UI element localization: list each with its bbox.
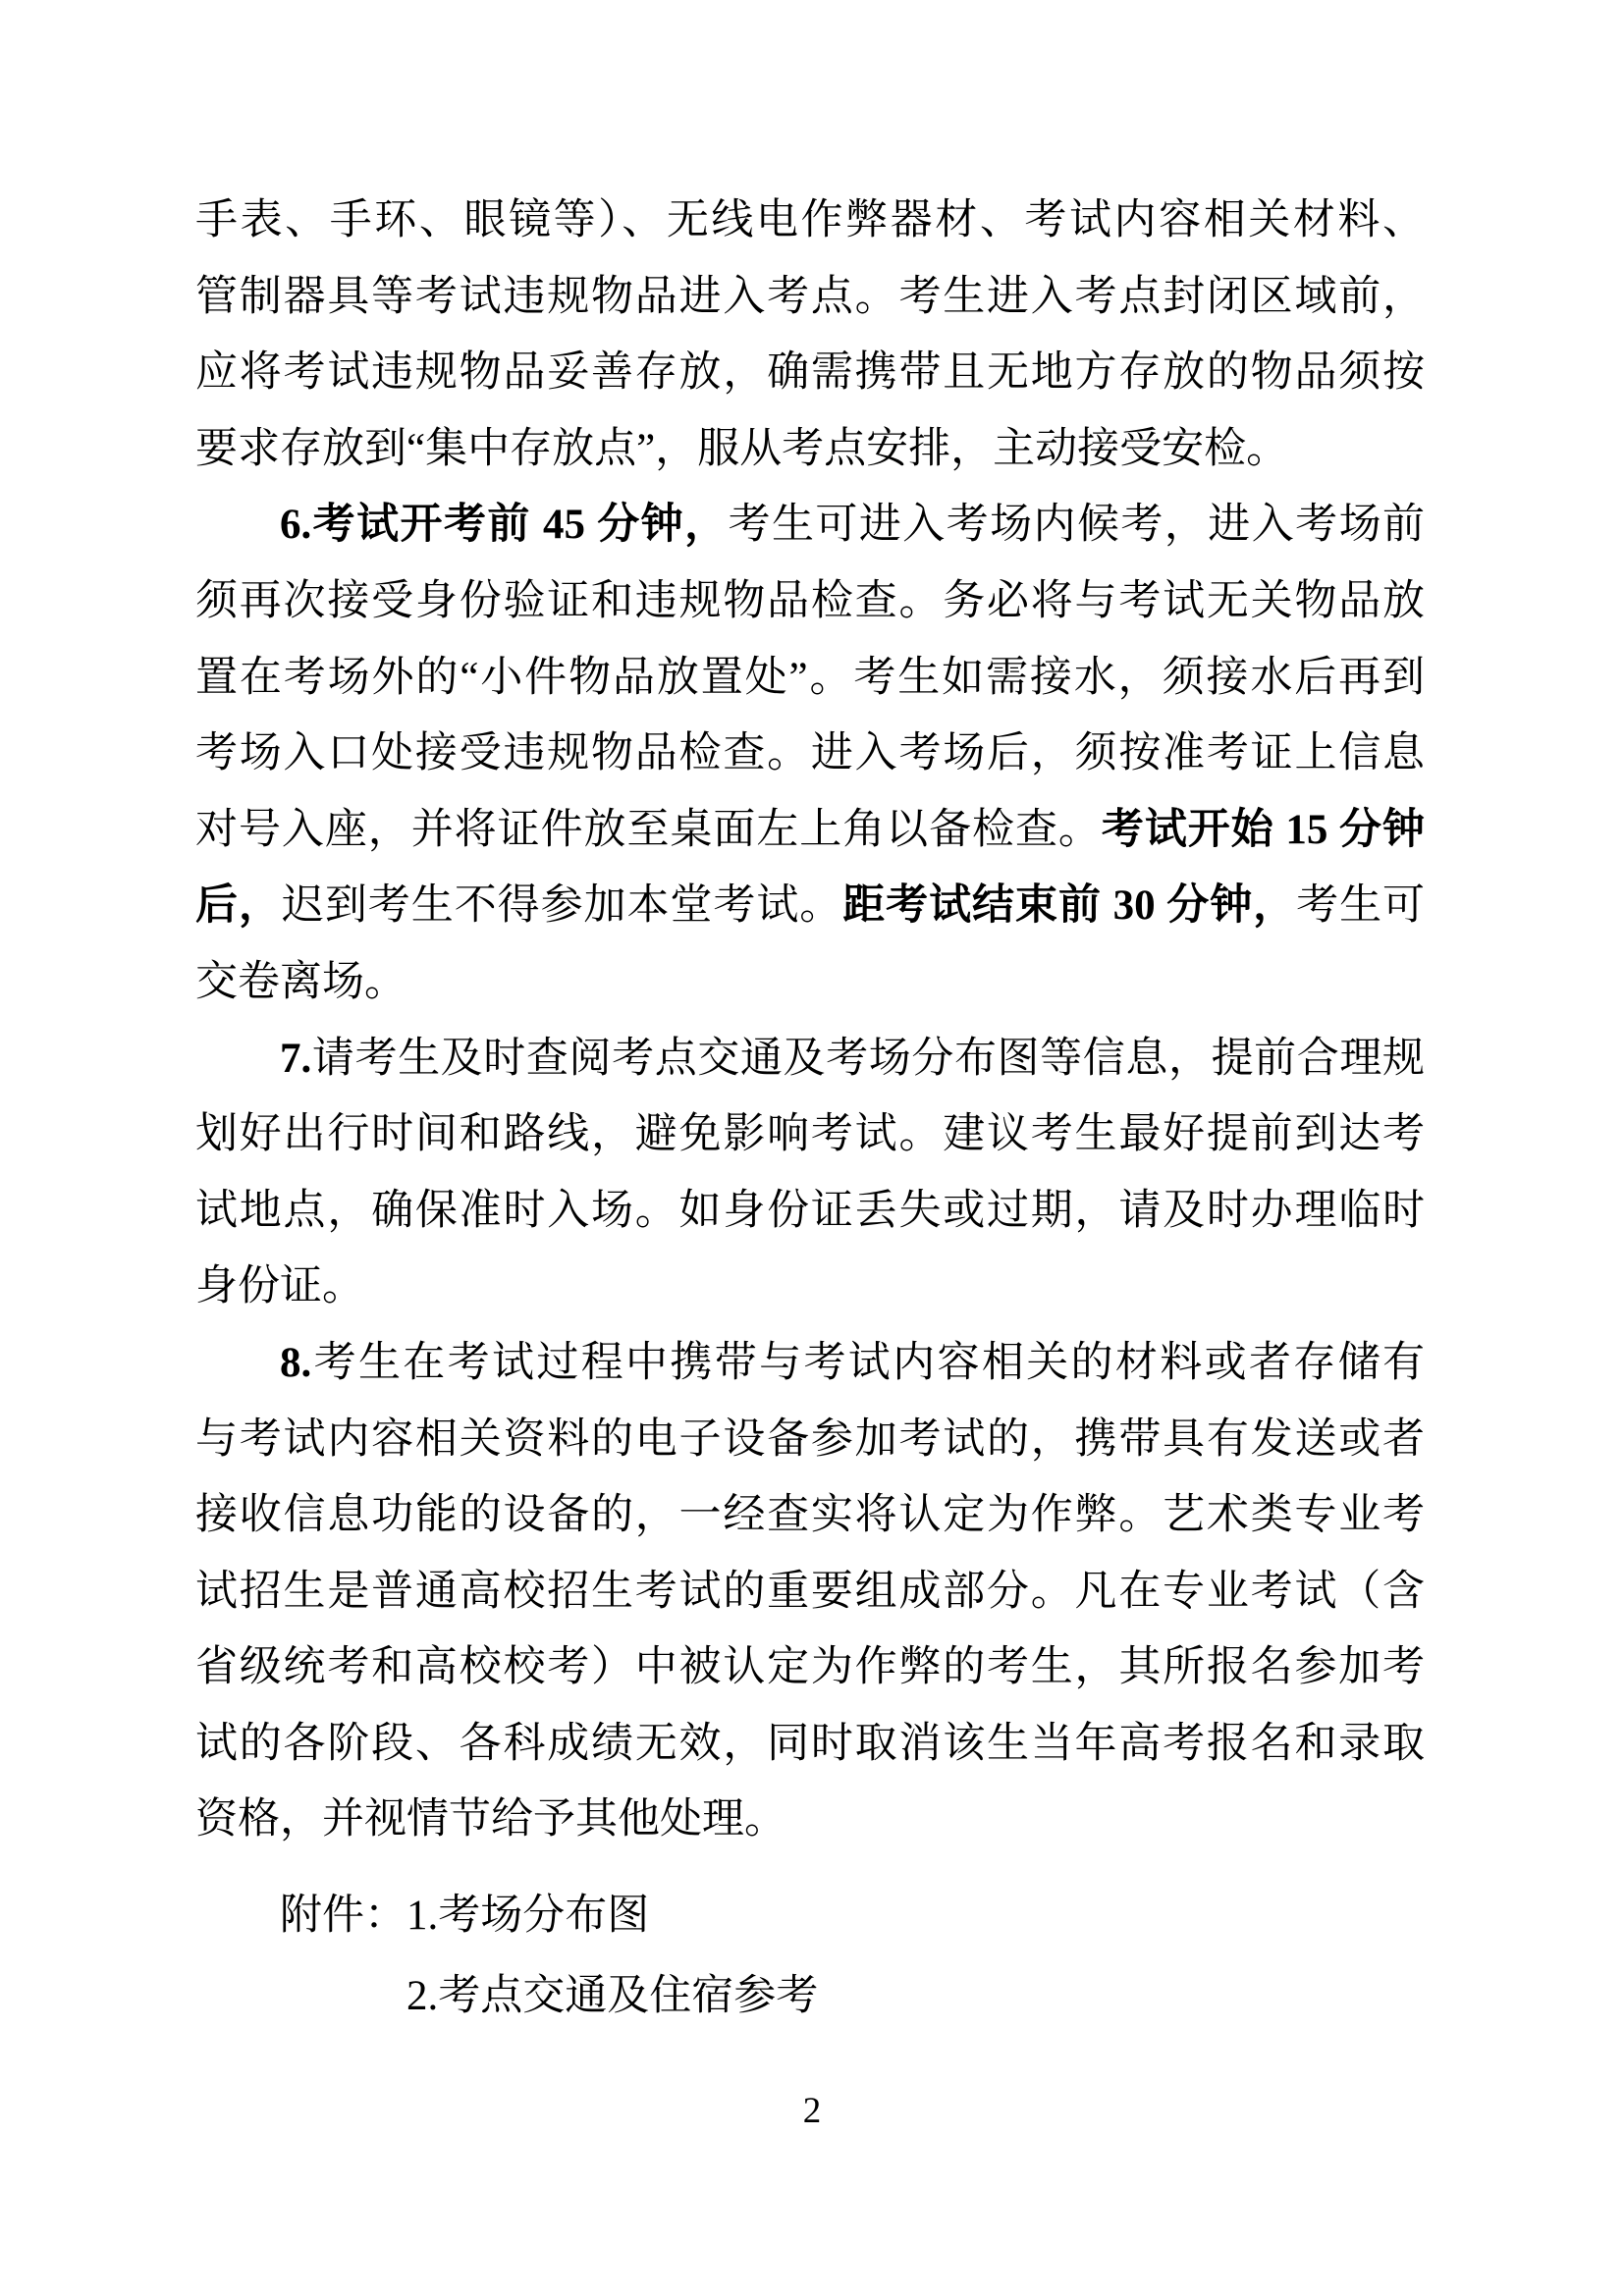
text-line <box>195 1021 1425 1097</box>
text-segment: 请考生及时查阅考点交通及考场分布图等信息，提前合理规 <box>311 1035 1425 1082</box>
text-line <box>195 640 1425 717</box>
text-segment: 对号入座，并将证件放至桌面左上角以备检查。 <box>195 806 1102 853</box>
bold-text-segment: 8. <box>280 1339 312 1386</box>
bold-text-segment: 考试开始 15 分钟 <box>1101 806 1425 853</box>
text-segment: 省级统考和高校校考）中被认定为作弊的考生，其所报名参加考 <box>195 1644 1425 1691</box>
text-segment: 考生在考试过程中携带与考试内容相关的材料或者存储有 <box>311 1339 1425 1386</box>
text-segment: 试地点，确保准时入场。如身份证丢失或过期，请及时办理临时 <box>195 1187 1425 1234</box>
page-number: 2 <box>802 2091 822 2131</box>
text-segment: 考生可 <box>1296 882 1426 930</box>
text-segment: 手表、手环、眼镜等）、无线电作弊器材、考试内容相关材料、 <box>195 197 1425 243</box>
text-line <box>195 411 1425 488</box>
text-segment: 考生可进入考场内候考，进入考场前 <box>728 502 1426 549</box>
text-segment: 资格，并视情节给予其他处理。 <box>195 1796 786 1843</box>
text-segment: 接收信息功能的设备的，一经查实将认定为作弊。艺术类专业考 <box>195 1492 1425 1539</box>
bold-text-segment: 距考试结束前 30 分钟， <box>842 882 1297 930</box>
text-line <box>195 1706 1425 1783</box>
text-segment: 要求存放到“集中存放点”，服从考点安排，主动接受安检。 <box>195 425 1289 472</box>
bold-text-segment: 7. <box>280 1035 312 1082</box>
text-line <box>195 944 1425 1021</box>
text-segment: 试的各阶段、各科成绩无效，同时取消该生当年高考报名和录取 <box>195 1720 1425 1767</box>
text-line <box>195 1876 1425 1956</box>
text-segment: 2.考点交通及住宿参考 <box>406 1973 819 2020</box>
text-segment: 置在考场外的“小件物品放置处”。考生如需接水，须接水后再到 <box>195 654 1425 701</box>
text-line <box>195 487 1425 563</box>
text-line <box>195 792 1425 869</box>
text-line <box>195 1782 1425 1858</box>
text-segment: 考场入口处接受违规物品检查。进入考场后，须按准考证上信息 <box>195 730 1425 777</box>
text-line <box>195 183 1425 259</box>
text-line <box>195 1554 1425 1630</box>
text-line <box>195 563 1425 640</box>
bold-text-segment: 后， <box>195 882 282 930</box>
text-segment: 身份证。 <box>195 1263 364 1310</box>
text-line <box>195 716 1425 792</box>
text-segment: 管制器具等考试违规物品进入考点。考生进入考点封闭区域前， <box>195 273 1425 320</box>
text-line <box>195 1477 1425 1554</box>
text-segment: 试招生是普通高校招生考试的重要组成部分。凡在专业考试（含 <box>195 1568 1425 1615</box>
text-segment: 与考试内容相关资料的电子设备参加考试的，携带具有发送或者 <box>195 1415 1425 1463</box>
text-block <box>195 183 1425 2037</box>
text-segment: 交卷离场。 <box>195 958 406 1005</box>
text-line <box>195 259 1425 336</box>
text-line <box>195 1249 1425 1325</box>
text-line <box>195 1402 1425 1478</box>
text-segment: 须再次接受身份验证和违规物品检查。务必将与考试无关物品放 <box>195 577 1425 624</box>
text-segment: 迟到考生不得参加本堂考试。 <box>281 882 843 930</box>
text-segment: 应将考试违规物品妥善存放，确需携带且无地方存放的物品须按 <box>195 349 1425 397</box>
text-line <box>195 1629 1425 1706</box>
text-line <box>195 1956 1425 2037</box>
text-line <box>195 1096 1425 1173</box>
text-line <box>195 335 1425 411</box>
text-line <box>195 1325 1425 1402</box>
bold-text-segment: 6.考试开考前 45 分钟， <box>280 502 729 549</box>
text-line <box>195 1173 1425 1250</box>
text-segment: 划好出行时间和路线，避免影响考试。建议考生最好提前到达考 <box>195 1111 1425 1158</box>
text-segment: 附件：1.考场分布图 <box>280 1893 650 1940</box>
text-line <box>195 868 1425 944</box>
